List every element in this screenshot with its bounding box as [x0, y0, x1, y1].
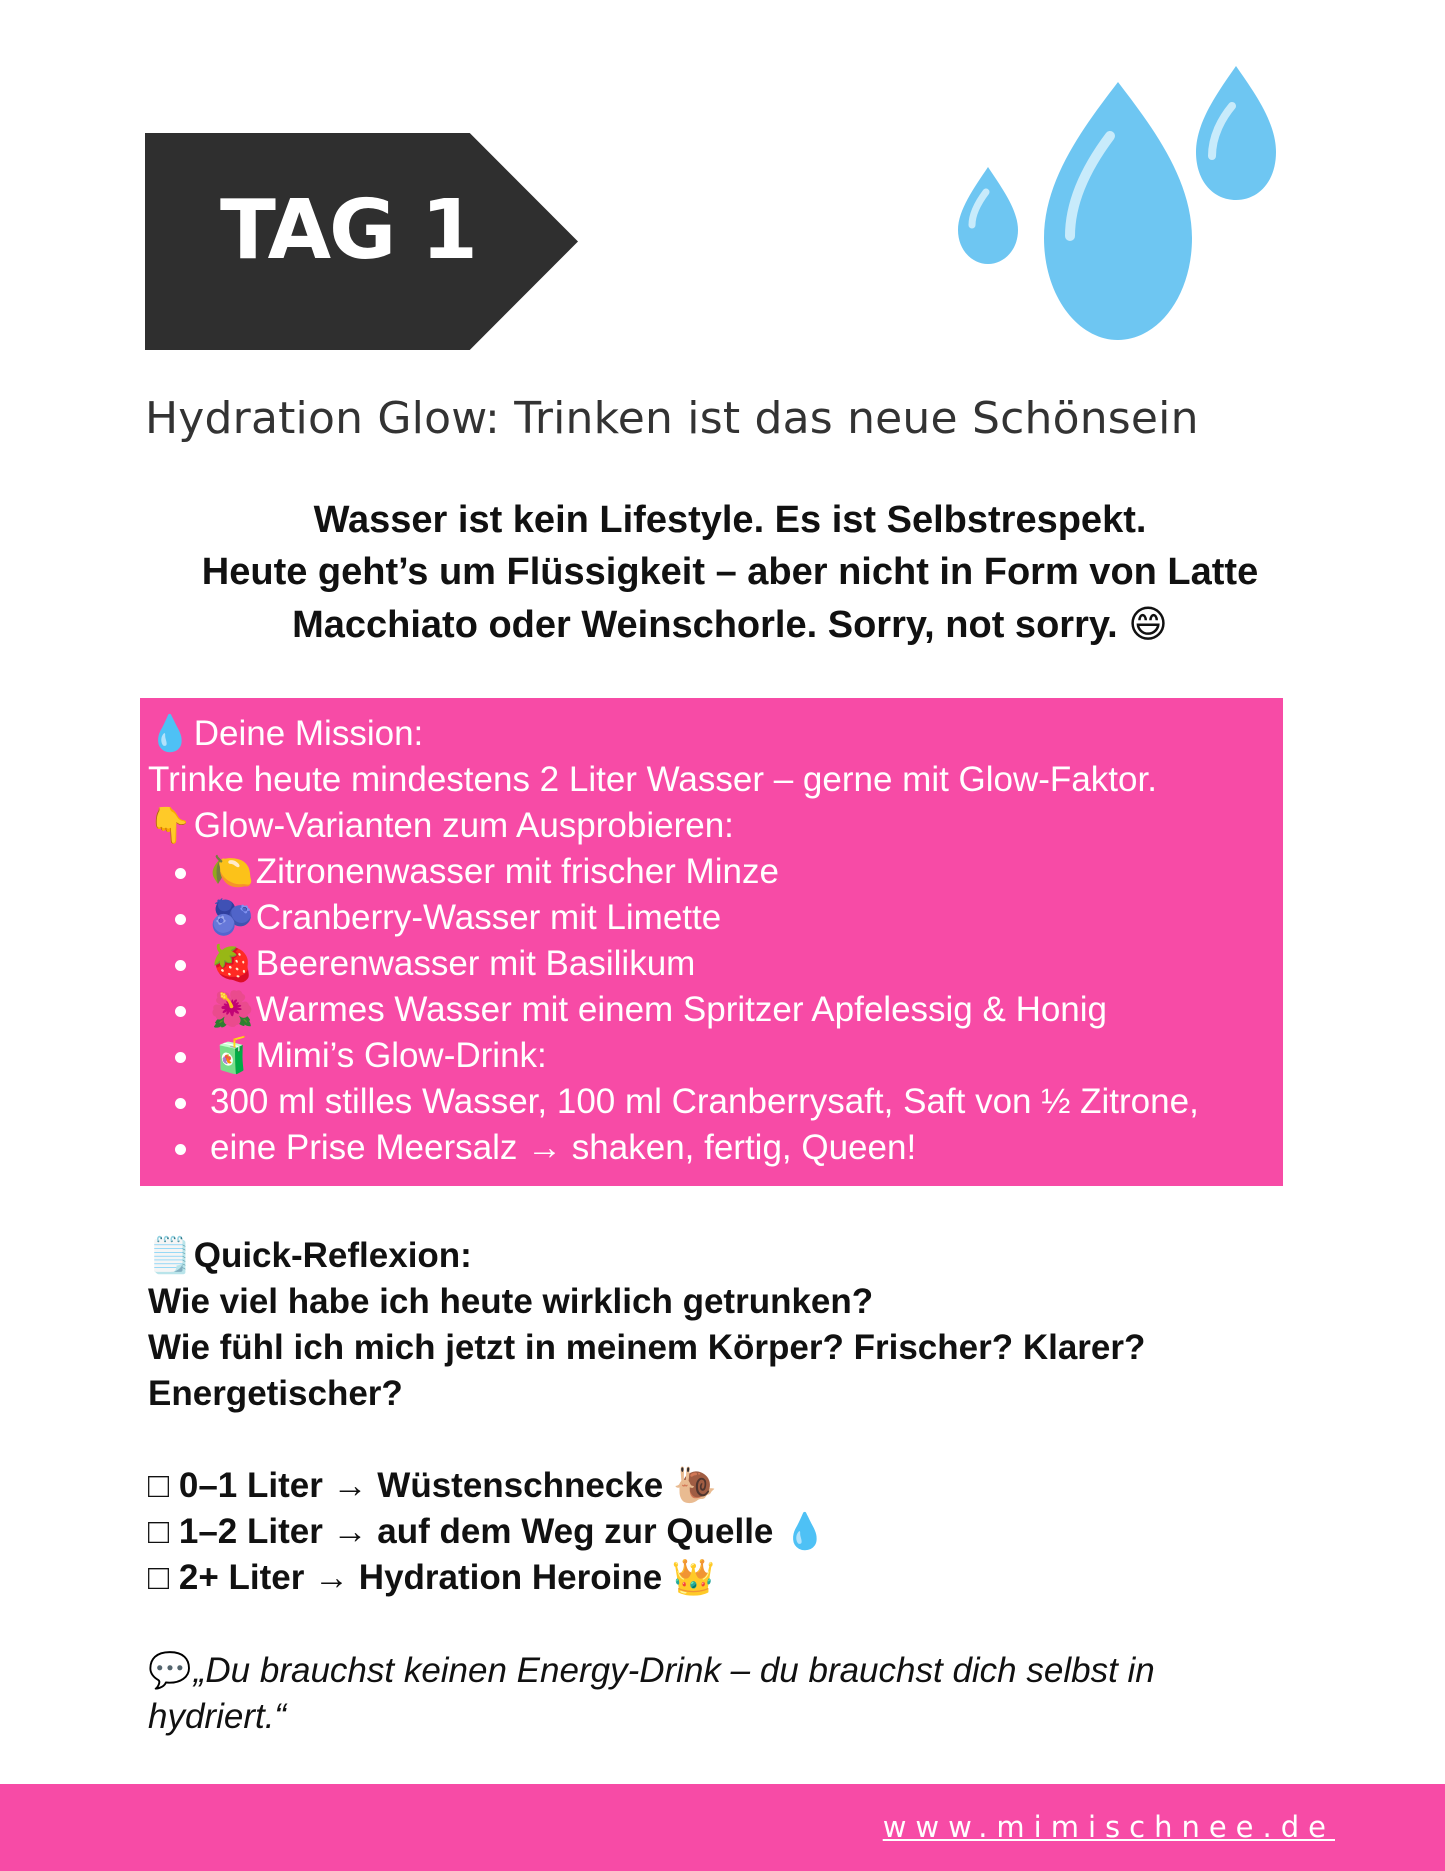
juice-box-icon: 🧃: [210, 1036, 254, 1076]
reflexion-section: [148, 1233, 1348, 1417]
hydration-options: [148, 1463, 1348, 1601]
list-item-label: Warmes Wasser mit einem Spritzer Apfelessig & Honig: [255, 990, 1108, 1029]
reflexion-question-1: Wie viel habe ich heute wirklich getrunken?: [148, 1282, 874, 1321]
notepad-icon: 🗒️: [148, 1236, 192, 1276]
checkbox[interactable]: □: [148, 1558, 170, 1597]
page-subtitle: Hydration Glow: Trinken ist das neue Schönsein: [145, 393, 1199, 444]
footer-link[interactable]: www.mimischnee.de: [882, 1810, 1335, 1844]
mission-title-text: Deine Mission:: [193, 714, 424, 753]
list-item-label: 300 ml stilles Wasser, 100 ml Cranberrysaft, Saft von ½ Zitrone,: [210, 1082, 1199, 1121]
option-label: 1–2 Liter → auf dem Weg zur Quelle: [178, 1512, 774, 1551]
reflexion-question-2: Wie fühl ich mich jetzt in meinem Körper? Frischer? Klarer?: [148, 1328, 1146, 1367]
list-item-label: Mimi’s Glow-Drink:: [255, 1036, 547, 1075]
strawberry-icon: 🍓: [210, 944, 254, 984]
list-item: [210, 1033, 1273, 1079]
mission-text: Trinke heute mindestens 2 Liter Wasser – gerne mit Glow-Faktor.: [148, 760, 1157, 799]
quote: [148, 1648, 1298, 1740]
intro-text: [150, 494, 1310, 651]
list-item: [210, 941, 1273, 987]
variants-title: [148, 803, 1273, 849]
option-row: [148, 1555, 1348, 1601]
grinning-face-icon: 😄: [1128, 602, 1168, 646]
variants-list: [148, 849, 1273, 1171]
tag-label: TAG 1: [220, 183, 476, 278]
list-item-label: Beerenwasser mit Basilikum: [255, 944, 696, 983]
mission-box: [140, 698, 1283, 1186]
list-item: [210, 849, 1273, 895]
option-label: 0–1 Liter → Wüstenschnecke: [178, 1466, 664, 1505]
intro-line-3-text: Macchiato oder Weinschorle. Sorry, not sorry.: [292, 604, 1118, 646]
checkbox[interactable]: □: [148, 1512, 170, 1551]
intro-line-2: Heute geht’s um Flüssigkeit – aber nicht in Form von Latte: [201, 551, 1259, 593]
intro-line-1: Wasser ist kein Lifestyle. Es ist Selbstrespekt.: [313, 499, 1147, 541]
option-row: [148, 1509, 1348, 1555]
droplet-icon: 💧: [783, 1512, 827, 1552]
quote-text: „Du brauchst keinen Energy-Drink – du brauchst dich selbst in hydriert.“: [148, 1651, 1155, 1736]
lemon-icon: 🍋: [210, 852, 254, 892]
reflexion-title: [148, 1233, 1348, 1279]
option-label: 2+ Liter → Hydration Heroine: [178, 1558, 663, 1597]
droplet-icon: 💧: [148, 714, 192, 754]
reflexion-title-text: Quick-Reflexion:: [193, 1236, 472, 1275]
mission-title: [148, 711, 1273, 757]
list-item: [210, 1079, 1273, 1125]
list-item: [210, 895, 1273, 941]
variants-title-text: Glow-Varianten zum Ausprobieren:: [193, 806, 734, 845]
water-drops-icon: [920, 60, 1300, 350]
intro-line-3: [150, 598, 1310, 651]
option-row: [148, 1463, 1348, 1509]
list-item: [210, 987, 1273, 1033]
list-item-label: eine Prise Meersalz → shaken, fertig, Queen!: [210, 1128, 917, 1167]
speech-bubble-icon: 💬: [148, 1651, 192, 1691]
crown-icon: 👑: [671, 1558, 716, 1598]
snail-icon: 🐌: [672, 1466, 717, 1506]
list-item-label: Cranberry-Wasser mit Limette: [255, 898, 722, 937]
list-item-continuation: [210, 1125, 1273, 1171]
checkbox[interactable]: □: [148, 1466, 170, 1505]
list-item-label: Zitronenwasser mit frischer Minze: [255, 852, 779, 891]
reflexion-question-3: Energetischer?: [148, 1374, 403, 1413]
pointing-down-icon: 👇: [148, 806, 192, 846]
blueberries-icon: 🫐: [210, 898, 254, 938]
hibiscus-icon: 🌺: [210, 990, 254, 1030]
